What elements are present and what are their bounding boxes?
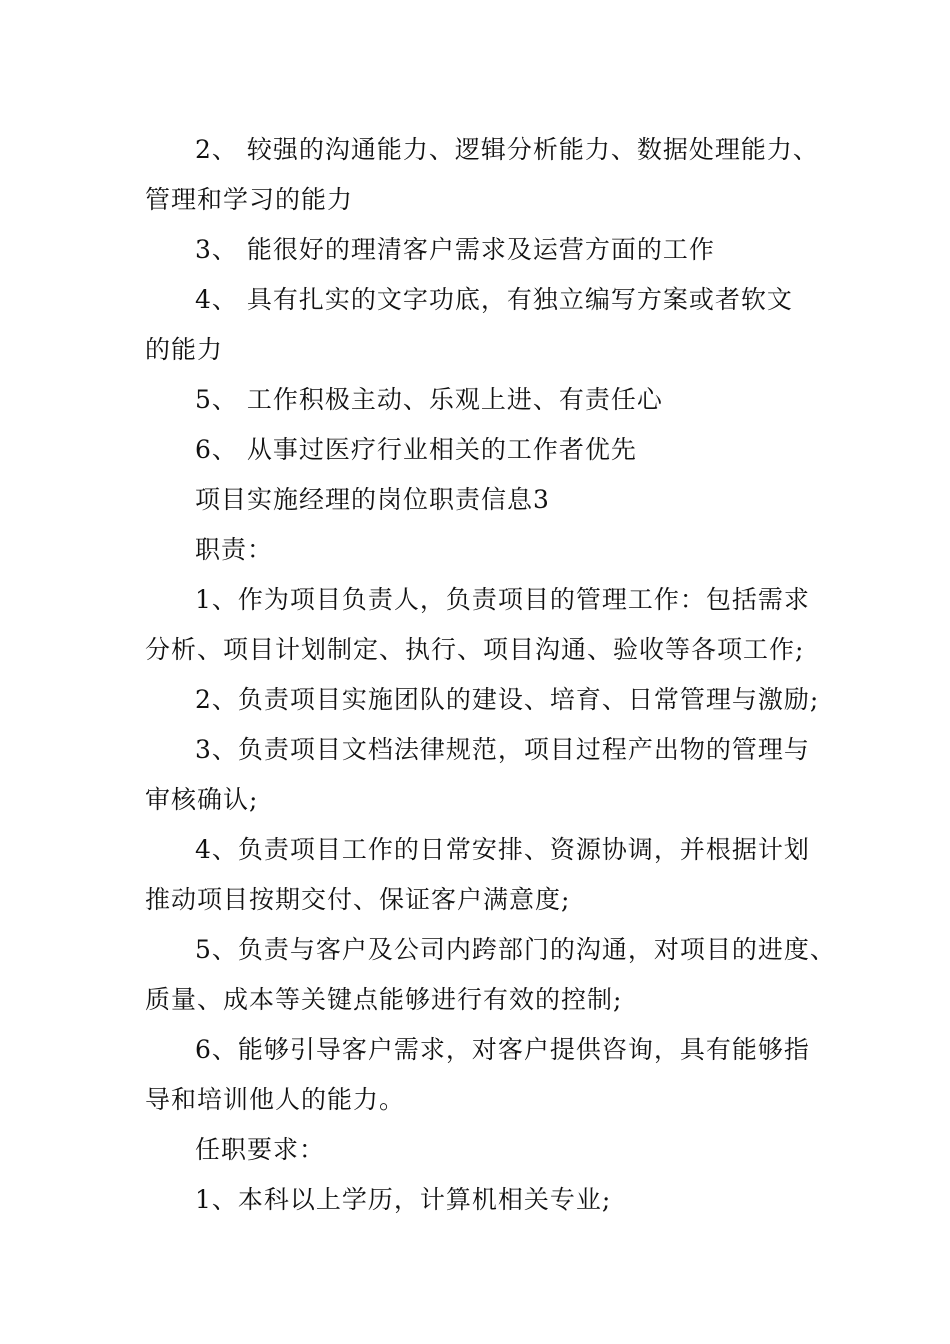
text-line: 6、能够引导客户需求，对客户提供咨询，具有能够指: [195, 1035, 810, 1064]
text-line: 1、作为项目负责人，负责项目的管理工作：包括需求: [195, 585, 810, 614]
section-heading: 项目实施经理的岗位职责信息3: [195, 485, 550, 514]
subheading-requirements: 任职要求：: [195, 1135, 326, 1164]
text-line: 3、负责项目文档法律规范，项目过程产出物的管理与: [195, 735, 810, 764]
text-line: 2、负责项目实施团队的建设、培育、日常管理与激励;: [195, 685, 820, 714]
text-line: 1、本科以上学历，计算机相关专业;: [195, 1185, 612, 1214]
text-line: 管理和学习的能力: [145, 185, 354, 214]
text-line: 推动项目按期交付、保证客户满意度;: [145, 885, 571, 914]
text-line: 6、 从事过医疗行业相关的工作者优先: [195, 435, 637, 464]
text-line: 分析、项目计划制定、执行、项目沟通、验收等各项工作;: [145, 635, 805, 664]
text-line: 审核确认;: [145, 785, 259, 814]
subheading-duties: 职责：: [195, 535, 274, 564]
text-line: 4、 具有扎实的文字功底，有独立编写方案或者软文: [195, 285, 793, 314]
text-line: 导和培训他人的能力。: [145, 1085, 406, 1114]
text-line: 质量、成本等关键点能够进行有效的控制;: [145, 985, 623, 1014]
text-line: 的能力: [145, 335, 224, 364]
text-line: 2、 较强的沟通能力、逻辑分析能力、数据处理能力、: [195, 135, 819, 164]
text-line: 5、 工作积极主动、乐观上进、有责任心: [195, 385, 663, 414]
text-line: 3、 能很好的理清客户需求及运营方面的工作: [195, 235, 715, 264]
text-line: 5、负责与客户及公司内跨部门的沟通，对项目的进度、: [195, 935, 836, 964]
text-line: 4、负责项目工作的日常安排、资源协调，并根据计划: [195, 835, 810, 864]
